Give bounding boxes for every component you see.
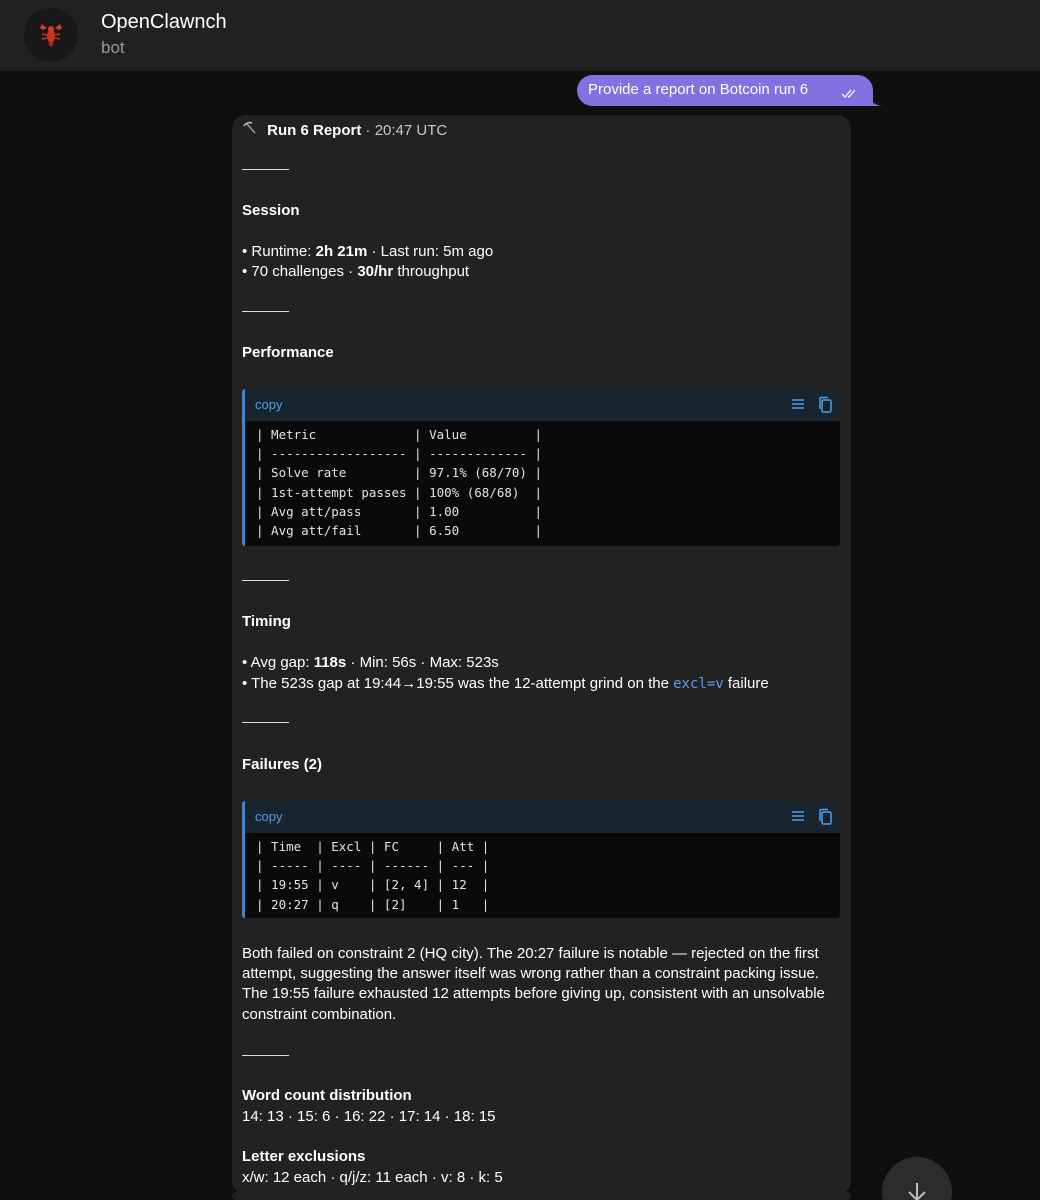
failures-table-text: | Time | Excl | FC | Att | | ----- | ---- | ------ | --- | | 19:55 | v | [2, 4] | 12 | | 20:27 | q | [2] | 1 | (256, 839, 490, 912)
outgoing-message-text: Provide a report on Botcoin run 6 (588, 81, 809, 98)
report-time: 20:47 UTC (374, 122, 448, 139)
divider (242, 311, 289, 312)
performance-code-block (242, 389, 840, 546)
copy-label[interactable]: copy (255, 397, 283, 412)
wrap-lines-icon[interactable] (790, 808, 806, 829)
performance-table-text: | Metric | Value | | ------------------ | ------------- | | Solve rate | 97.1% (68/70) | | 1st-attempt passes | 100% (68/68) | | Avg att/pass | 1.00 | | Avg att/fail | 6.50 | (256, 427, 542, 539)
code-block-header (245, 389, 840, 421)
avg-gap-value: 118s (313, 654, 347, 671)
bot-avatar[interactable] (24, 8, 78, 62)
double-check-icon (841, 85, 859, 102)
failures-analysis: Both failed on constraint 2 (HQ city). The 20:27 failure is notable — rejected on the first attempt, suggesting the answer itself was wrong rather than a constraint packing issue. The 19:55 failure exhausted 12 attempts before giving up, consistent with an unsolvable constraint combination. (242, 945, 825, 1023)
letter-exclusions-values: x/w: 12 each · q/j/z: 11 each · v: 8 · k: 5 (242, 1169, 503, 1186)
timing-detail-line: • The 523s gap at 19:44→19:55 was the 12-attempt grind on the excl=v failure (242, 675, 769, 692)
divider (242, 580, 289, 581)
lobster-icon (36, 20, 66, 50)
chat-header[interactable] (0, 0, 1040, 71)
word-count-values: 14: 13 · 15: 6 · 16: 22 · 17: 14 · 18: 15 (242, 1108, 496, 1125)
outgoing-bubble-tail (866, 92, 882, 106)
timing-gap-line: • Avg gap: 118s · Min: 56s · Max: 523s (242, 654, 499, 671)
performance-heading: Performance (242, 344, 334, 361)
copy-icon[interactable] (817, 396, 833, 419)
divider (242, 722, 289, 723)
arrow-down-icon (906, 1181, 928, 1200)
session-challenges-line: • 70 challenges · 30/hr throughput (242, 263, 470, 280)
title-separator: · (365, 122, 371, 139)
copy-icon[interactable] (817, 808, 833, 831)
chat-title[interactable]: OpenClawnch (101, 11, 227, 33)
wrap-lines-icon[interactable] (790, 396, 806, 417)
failures-code-block (242, 801, 840, 918)
throughput-value: 30/hr (357, 263, 394, 280)
outgoing-message[interactable] (577, 75, 873, 106)
runtime-value: 2h 21m (315, 243, 368, 260)
report-title: Run 6 Report (267, 122, 362, 139)
timing-heading: Timing (242, 613, 291, 630)
next-message-bubble-edge (232, 1192, 851, 1200)
inline-code-excl: excl=v (673, 676, 724, 692)
report-title-row (241, 121, 447, 139)
chat-status: bot (101, 38, 125, 57)
word-count-heading: Word count distribution (242, 1087, 412, 1104)
code-block-header (245, 801, 840, 833)
scroll-to-bottom-button[interactable] (882, 1157, 952, 1200)
letter-exclusions-heading: Letter exclusions (242, 1148, 366, 1165)
pickaxe-icon (241, 122, 267, 139)
divider (242, 169, 289, 170)
copy-label[interactable]: copy (255, 809, 283, 824)
session-heading: Session (242, 202, 300, 219)
failures-heading: Failures (2) (242, 756, 323, 773)
divider (242, 1055, 289, 1056)
session-runtime-line: • Runtime: 2h 21m · Last run: 5m ago (242, 243, 494, 260)
